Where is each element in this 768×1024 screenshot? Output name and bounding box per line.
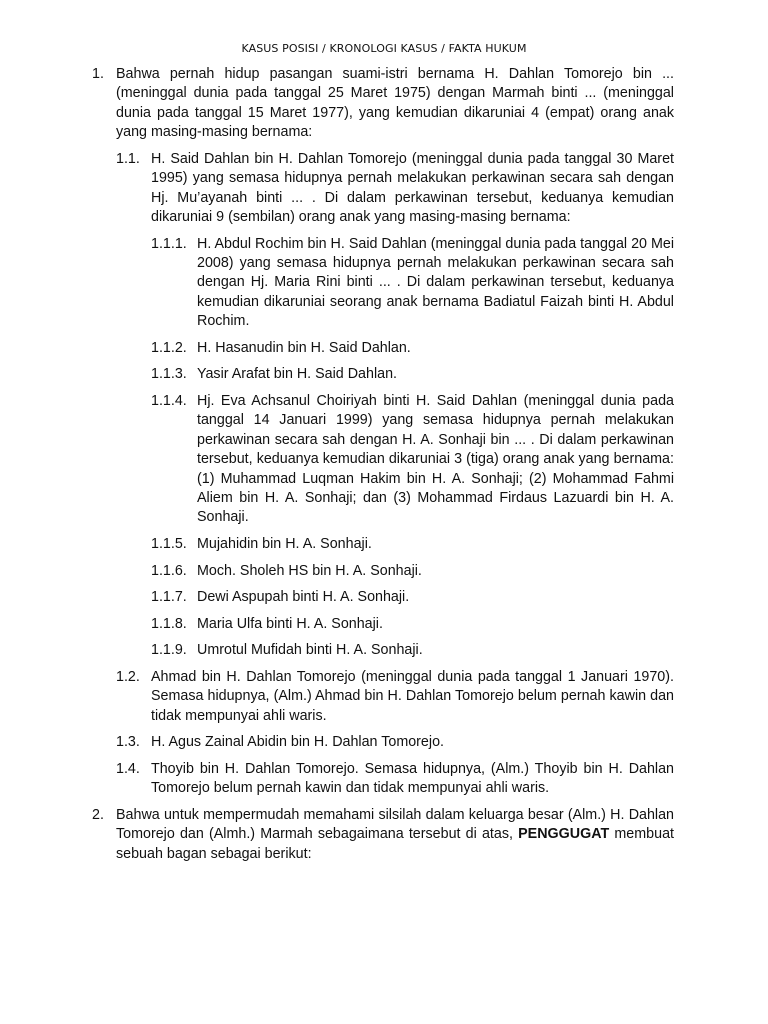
item-text: Mujahidin bin H. A. Sonhaji. bbox=[197, 536, 372, 553]
item-number: 1.1.2. bbox=[151, 339, 187, 356]
item-text: Bahwa pernah hidup pasangan suami-istri bernama H. Dahlan Tomorejo bin ... (meninggal dunia pada tanggal 25 Maret 1975) dengan Marmah binti ... (meninggal dunia pada tanggal 15 Maret 1977), yang kemudian dikaruniai 4 (empat) orang anak yang masing-masing bernama: bbox=[116, 66, 674, 141]
item-number: 1.1.4. bbox=[151, 393, 187, 410]
list-item bbox=[116, 150, 674, 228]
item-text: Dewi Aspupah binti H. A. Sonhaji. bbox=[197, 589, 410, 606]
list-item bbox=[151, 562, 674, 581]
item-text-after: membuat sebuah bagan sebagai berikut: bbox=[116, 826, 674, 862]
item-text: H. Hasanudin bin H. Said Dahlan. bbox=[197, 339, 411, 356]
item-number: 1.1.3. bbox=[151, 366, 187, 383]
item-text: H. Abdul Rochim bin H. Said Dahlan (meninggal dunia pada tanggal 20 Mei 2008) yang semasa hidupnya pernah melakukan perkawinan secara sah dengan Hj. Maria Rini binti ... . Di dalam perkawinan tersebut, keduanya kemudian dikaruniai seorang anak bernama Badiatul Faizah binti H. Abdul Rochim. bbox=[197, 235, 674, 330]
item-number: 1.1.7. bbox=[151, 589, 187, 606]
list-item bbox=[151, 641, 674, 660]
item-number: 2. bbox=[92, 807, 104, 824]
list-item bbox=[151, 235, 674, 332]
item-text: Thoyib bin H. Dahlan Tomorejo. Semasa hidupnya, (Alm.) Thoyib bin H. Dahlan Tomorejo belum pernah kawin dan tidak mempunyai ahli waris. bbox=[151, 761, 674, 797]
document-body bbox=[92, 65, 674, 871]
list-item bbox=[151, 392, 674, 528]
item-text: Umrotul Mufidah binti H. A. Sonhaji. bbox=[197, 642, 423, 659]
item-text-before: Bahwa untuk mempermudah memahami silsilah dalam keluarga besar (Alm.) H. Dahlan Tomorejo dan (Almh.) Marmah sebagaimana tersebut di atas, bbox=[116, 807, 674, 843]
item-number: 1.1. bbox=[116, 150, 140, 167]
list-item bbox=[92, 806, 674, 864]
item-text: H. Agus Zainal Abidin bin H. Dahlan Tomorejo. bbox=[151, 734, 444, 751]
item-text: Yasir Arafat bin H. Said Dahlan. bbox=[197, 366, 397, 383]
list-item bbox=[151, 535, 674, 554]
item-text: H. Said Dahlan bin H. Dahlan Tomorejo (meninggal dunia pada tanggal 30 Maret 1995) yang semasa hidupnya pernah melakukan perkawinan secara sah dengan Hj. Mu’ayanah binti ... . Di dalam perkawinan tersebut, keduanya kemudian dikaruniai 9 (sembilan) orang anak yang masing-masing bernama: bbox=[151, 150, 674, 226]
list-item bbox=[151, 365, 674, 384]
item-number: 1.1.6. bbox=[151, 562, 187, 579]
list-item bbox=[92, 65, 674, 143]
item-number: 1.1.1. bbox=[151, 235, 187, 252]
item-number: 1.1.8. bbox=[151, 615, 187, 632]
list-item bbox=[116, 733, 674, 752]
item-text: Ahmad bin H. Dahlan Tomorejo (meninggal dunia pada tanggal 1 Januari 1970). Semasa hidupnya, (Alm.) Ahmad bin H. Dahlan Tomorejo belum pernah kawin dan tidak mempunyai ahli waris. bbox=[151, 669, 674, 724]
item-text: Moch. Sholeh HS bin H. A. Sonhaji. bbox=[197, 562, 422, 579]
party-name-bold: PENGGUGAT bbox=[518, 826, 610, 843]
list-item bbox=[151, 588, 674, 607]
item-number: 1.4. bbox=[116, 761, 140, 778]
page-header: KASUS POSISI / KRONOLOGI KASUS / FAKTA HUKUM bbox=[241, 42, 527, 55]
item-number: 1.1.9. bbox=[151, 642, 187, 659]
list-item bbox=[151, 339, 674, 358]
list-item bbox=[116, 668, 674, 726]
item-text: Maria Ulfa binti H. A. Sonhaji. bbox=[197, 615, 383, 632]
item-number: 1. bbox=[92, 66, 104, 82]
list-item bbox=[151, 615, 674, 634]
item-number: 1.1.5. bbox=[151, 536, 187, 553]
list-item bbox=[116, 760, 674, 799]
item-text bbox=[116, 806, 674, 864]
item-number: 1.2. bbox=[116, 669, 140, 686]
item-number: 1.3. bbox=[116, 734, 140, 751]
item-text: Hj. Eva Achsanul Choiriyah binti H. Said Dahlan (meninggal dunia pada tanggal 14 Januari 1999) yang semasa hidupnya pernah melakukan perkawinan secara sah dengan H. A. Sonhaji bin ... . Di dalam perkawinan tersebut, keduanya kemudian dikaruniai 3 (tiga) orang anak yang bernama: (1) Muhammad Luqman Hakim bin H. A. Sonhaji; (2) Mohammad Fahmi Aliem bin H. A. Sonhaji; dan (3) Mohammad Firdaus Lazuardi bin H. A. Sonhaji. bbox=[197, 393, 674, 526]
